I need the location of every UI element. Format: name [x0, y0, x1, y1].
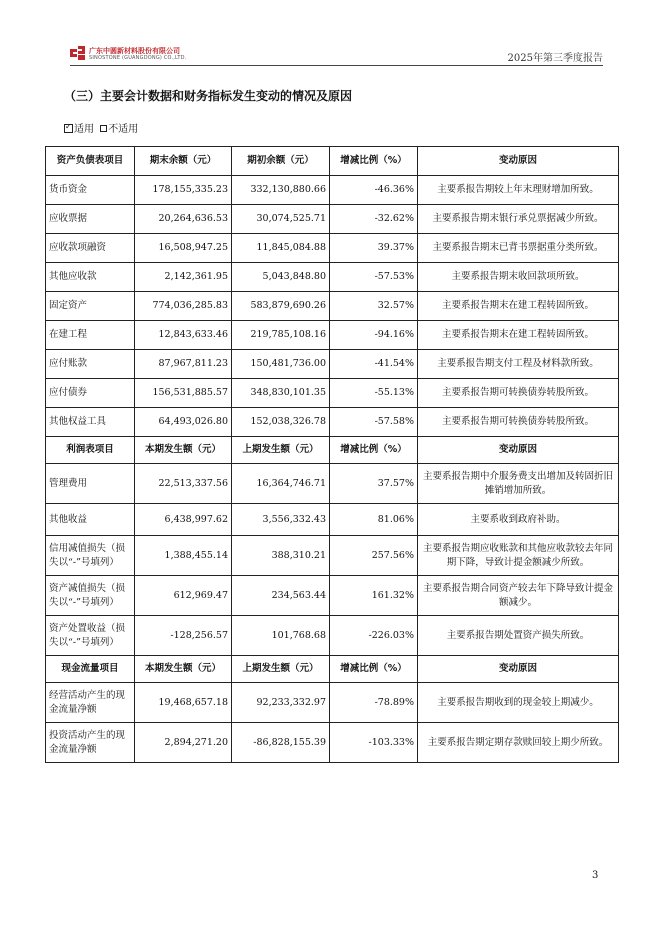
- value-cell: 101,768.68: [232, 616, 330, 656]
- page-header: [70, 44, 603, 64]
- value-cell: 30,074,525.71: [232, 205, 330, 234]
- company-name-en: SINOSTONE (GUANGDONG) CO.,LTD.: [89, 55, 187, 61]
- value-cell: 156,531,885.57: [135, 379, 232, 408]
- reason-cell: 主要系报告期中介服务费支出增加及转固折旧摊销增加所致。: [418, 464, 619, 504]
- reason-cell: 主要系报告期末已背书票据重分类所致。: [418, 234, 619, 263]
- ratio-cell: 32.57%: [330, 292, 418, 321]
- header-cell: 期末余额（元）: [135, 147, 232, 176]
- table-row: [46, 723, 619, 763]
- value-cell: 3,556,332.43: [232, 504, 330, 536]
- value-cell: 22,513,337.56: [135, 464, 232, 504]
- value-cell: -128,256.57: [135, 616, 232, 656]
- table-row: [46, 408, 619, 437]
- table-row: [46, 176, 619, 205]
- value-cell: 219,785,108.16: [232, 321, 330, 350]
- item-cell: 经营活动产生的现金流量净额: [46, 683, 135, 723]
- reason-cell: 主要系报告期处置资产损失所致。: [418, 616, 619, 656]
- reason-cell: 主要系报告期末在建工程转固所致。: [418, 321, 619, 350]
- value-cell: 583,879,690.26: [232, 292, 330, 321]
- item-cell: 固定资产: [46, 292, 135, 321]
- header-divider: [70, 65, 603, 66]
- reason-cell: 主要系报告期末在建工程转固所致。: [418, 292, 619, 321]
- header-cell: 资产负债表项目: [46, 147, 135, 176]
- ratio-cell: 37.57%: [330, 464, 418, 504]
- balance-header-row: [46, 147, 619, 176]
- item-cell: 其他应收款: [46, 263, 135, 292]
- reason-cell: 主要系收到政府补助。: [418, 504, 619, 536]
- header-cell: 变动原因: [418, 437, 619, 464]
- header-cell: 本期发生额（元）: [135, 656, 232, 683]
- item-cell: 应付债券: [46, 379, 135, 408]
- value-cell: 20,264,636.53: [135, 205, 232, 234]
- ratio-cell: -78.89%: [330, 683, 418, 723]
- value-cell: 388,310.21: [232, 536, 330, 576]
- ratio-cell: 39.37%: [330, 234, 418, 263]
- item-cell: 投资活动产生的现金流量净额: [46, 723, 135, 763]
- reason-cell: 主要系报告期合同资产较去年下降导致计提金额减少。: [418, 576, 619, 616]
- ratio-cell: -226.03%: [330, 616, 418, 656]
- section-title: （三）主要会计数据和财务指标发生变动的情况及原因: [64, 89, 353, 103]
- table-row: [46, 536, 619, 576]
- table-row: [46, 504, 619, 536]
- value-cell: 16,364,746.71: [232, 464, 330, 504]
- item-cell: 其他收益: [46, 504, 135, 536]
- value-cell: 11,845,084.88: [232, 234, 330, 263]
- ratio-cell: 257.56%: [330, 536, 418, 576]
- value-cell: 2,142,361.95: [135, 263, 232, 292]
- value-cell: 2,894,271.20: [135, 723, 232, 763]
- reason-cell: 主要系报告期收到的现金较上期减少。: [418, 683, 619, 723]
- table-row: [46, 321, 619, 350]
- report-title: 2025年第三季度报告: [507, 53, 603, 64]
- value-cell: 774,036,285.83: [135, 292, 232, 321]
- reason-cell: 主要系报告期应收账款和其他应收款较去年同期下降，导致计提金额减少所致。: [418, 536, 619, 576]
- table-row: [46, 616, 619, 656]
- reason-cell: 主要系报告期定期存款赎回较上期少所致。: [418, 723, 619, 763]
- page-number: 3: [592, 870, 599, 881]
- value-cell: 64,493,026.80: [135, 408, 232, 437]
- table-row: [46, 683, 619, 723]
- item-cell: 资产减值损失（损失以“-”号填列）: [46, 576, 135, 616]
- checkbox-unchecked-icon[interactable]: [100, 125, 107, 132]
- ratio-cell: -46.36%: [330, 176, 418, 205]
- table-row: [46, 205, 619, 234]
- value-cell: 150,481,736.00: [232, 350, 330, 379]
- checkbox-checked-icon[interactable]: [64, 124, 73, 133]
- item-cell: 其他权益工具: [46, 408, 135, 437]
- ratio-cell: -41.54%: [330, 350, 418, 379]
- value-cell: 5,043,848.80: [232, 263, 330, 292]
- value-cell: 19,468,657.18: [135, 683, 232, 723]
- header-cell: 上期发生额（元）: [232, 437, 330, 464]
- header-cell: 增减比例（%）: [330, 656, 418, 683]
- applicable-label: 适用: [74, 124, 94, 135]
- item-cell: 管理费用: [46, 464, 135, 504]
- value-cell: 1,388,455.14: [135, 536, 232, 576]
- reason-cell: 主要系报告期较上年末理财增加所致。: [418, 176, 619, 205]
- value-cell: 348,830,101.35: [232, 379, 330, 408]
- financial-changes-table: [45, 146, 619, 763]
- header-cell: 期初余额（元）: [232, 147, 330, 176]
- header-cell: 利润表项目: [46, 437, 135, 464]
- ratio-cell: 81.06%: [330, 504, 418, 536]
- income-header-row: [46, 437, 619, 464]
- header-cell: 增减比例（%）: [330, 437, 418, 464]
- header-cell: 上期发生额（元）: [232, 656, 330, 683]
- header-cell: 增减比例（%）: [330, 147, 418, 176]
- value-cell: 152,038,326.78: [232, 408, 330, 437]
- header-cell: 本期发生额（元）: [135, 437, 232, 464]
- item-cell: 应付账款: [46, 350, 135, 379]
- reason-cell: 主要系报告期可转换债券转股所致。: [418, 408, 619, 437]
- header-cell: 现金流量项目: [46, 656, 135, 683]
- ratio-cell: -57.58%: [330, 408, 418, 437]
- table-row: [46, 292, 619, 321]
- applicable-options: [64, 120, 138, 135]
- ratio-cell: 161.32%: [330, 576, 418, 616]
- not-applicable-label: 不适用: [108, 124, 139, 135]
- table-row: [46, 464, 619, 504]
- value-cell: 6,438,997.62: [135, 504, 232, 536]
- header-cell: 变动原因: [418, 147, 619, 176]
- reason-cell: 主要系报告期可转换债券转股所致。: [418, 379, 619, 408]
- ratio-cell: -103.33%: [330, 723, 418, 763]
- item-cell: 资产处置收益（损失以“-”号填列）: [46, 616, 135, 656]
- item-cell: 应收款项融资: [46, 234, 135, 263]
- company-logo: [70, 44, 255, 64]
- header-cell: 变动原因: [418, 656, 619, 683]
- item-cell: 在建工程: [46, 321, 135, 350]
- value-cell: 332,130,880.66: [232, 176, 330, 205]
- table-row: [46, 234, 619, 263]
- cashflow-header-row: [46, 656, 619, 683]
- company-name-cn: 广东中圆新材料股份有限公司: [89, 47, 180, 55]
- ratio-cell: -57.53%: [330, 263, 418, 292]
- value-cell: 178,155,335.23: [135, 176, 232, 205]
- table-row: [46, 576, 619, 616]
- ratio-cell: -32.62%: [330, 205, 418, 234]
- item-cell: 应收票据: [46, 205, 135, 234]
- table-row: [46, 350, 619, 379]
- table-row: [46, 263, 619, 292]
- value-cell: 16,508,947.25: [135, 234, 232, 263]
- item-cell: 信用减值损失（损失以“-”号填列）: [46, 536, 135, 576]
- value-cell: 234,563.44: [232, 576, 330, 616]
- value-cell: 612,969.47: [135, 576, 232, 616]
- reason-cell: 主要系报告期末收回款项所致。: [418, 263, 619, 292]
- value-cell: 92,233,332.97: [232, 683, 330, 723]
- ratio-cell: -55.13%: [330, 379, 418, 408]
- value-cell: 12,843,633.46: [135, 321, 232, 350]
- value-cell: 87,967,811.23: [135, 350, 232, 379]
- company-logo-icon: [70, 46, 86, 60]
- value-cell: -86,828,155.39: [232, 723, 330, 763]
- reason-cell: 主要系报告期支付工程及材料款所致。: [418, 350, 619, 379]
- ratio-cell: -94.16%: [330, 321, 418, 350]
- item-cell: 货币资金: [46, 176, 135, 205]
- reason-cell: 主要系报告期末银行承兑票据减少所致。: [418, 205, 619, 234]
- table-row: [46, 379, 619, 408]
